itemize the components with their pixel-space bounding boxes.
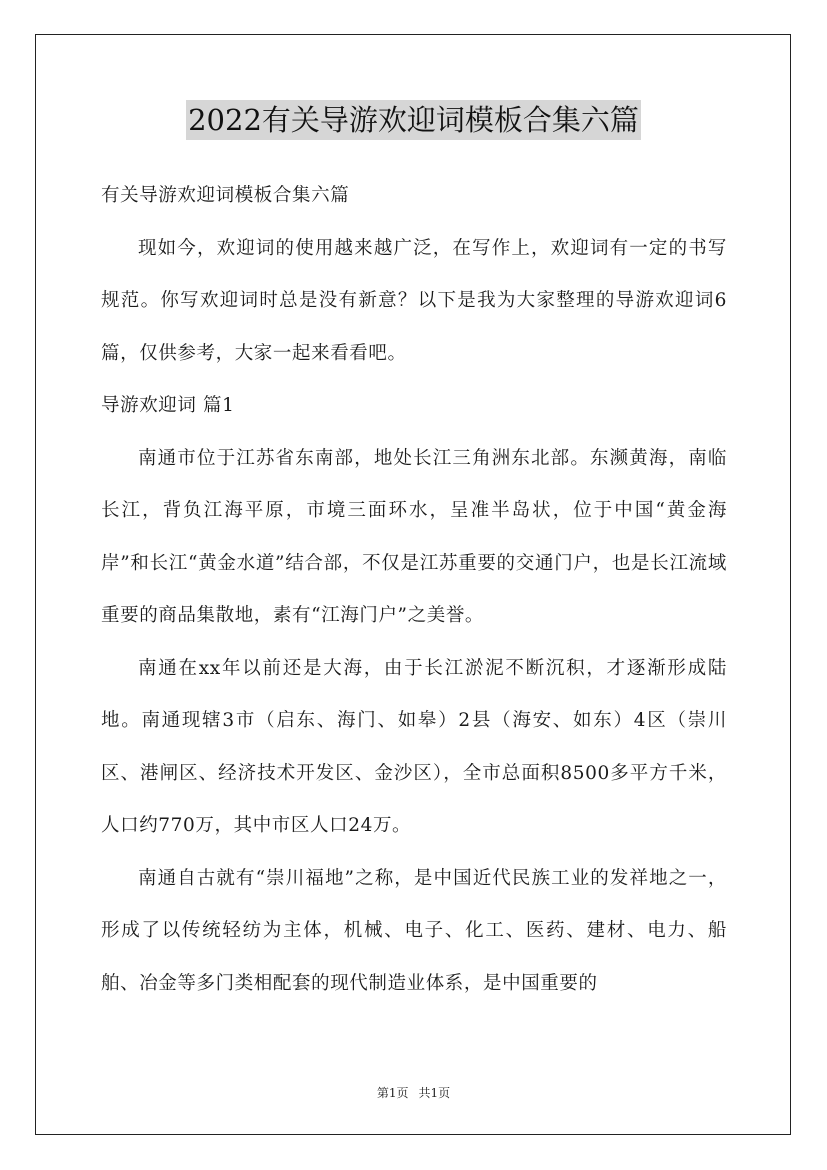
page-number: 第1页	[376, 1086, 409, 1100]
document-subtitle: 有关导游欢迎词模板合集六篇	[101, 185, 350, 206]
page-footer	[0, 1084, 827, 1101]
body-paragraph: 南通自古就有“崇川福地”之称，是中国近代民族工业的发祥地之一，形成了以传统轻纺为主体，机械、电子、化工、医药、建材、电力、船舶、冶金等多门类相配套的现代制造业体系，是中国重要的	[101, 867, 727, 994]
body-paragraph: 南通在xx年以前还是大海，由于长江淤泥不断沉积，才逐渐形成陆地。南通现辖3市（启东、海门、如皋）2县（海安、如东）4区（崇川区、港闸区、经济技术开发区、金沙区），全市总面积8500多平方千米，人口约770万，其中市区人口24万。	[101, 657, 727, 836]
document-body	[101, 170, 727, 1010]
page-total: 共1页	[418, 1086, 451, 1100]
body-paragraph: 南通市位于江苏省东南部，地处长江三角洲东北部。东濒黄海，南临长江，背负江海平原，市境三面环水，呈准半岛状，位于中国“黄金海岸”和长江“黄金水道”结合部，不仅是江苏重要的交通门户，也是长江流域重要的商品集散地，素有“江海门户”之美誉。	[101, 447, 727, 626]
intro-paragraph: 现如今，欢迎词的使用越来越广泛，在写作上，欢迎词有一定的书写规范。你写欢迎词时总是没有新意？以下是我为大家整理的导游欢迎词6篇，仅供参考，大家一起来看看吧。	[101, 237, 727, 364]
document-title: 2022有关导游欢迎词模板合集六篇	[186, 100, 641, 140]
section-heading: 导游欢迎词 篇1	[101, 395, 235, 416]
title-container	[0, 100, 827, 140]
